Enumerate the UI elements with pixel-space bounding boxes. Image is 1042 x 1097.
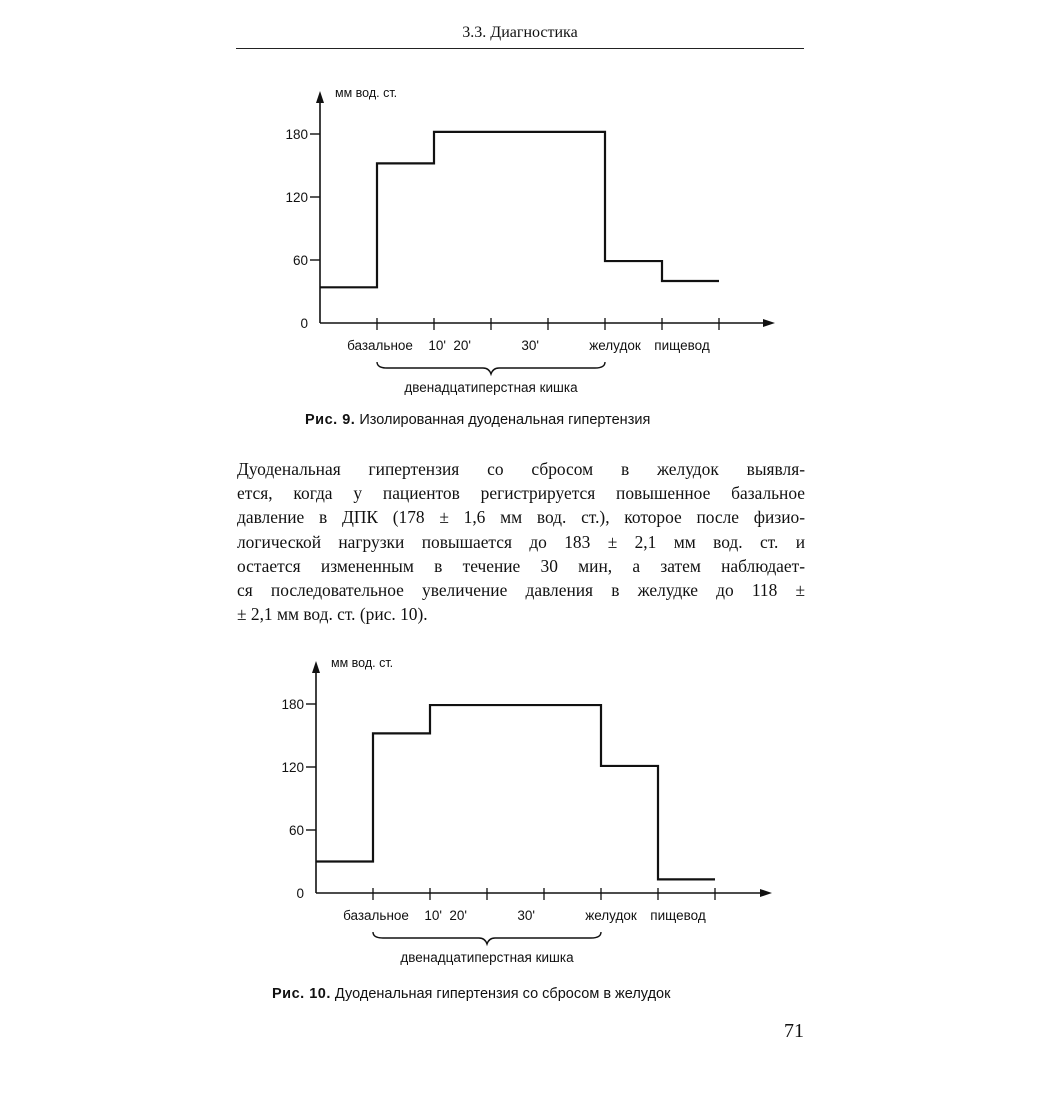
y-tick-label: 60: [288, 823, 304, 838]
y-axis-label: мм вод. ст.: [335, 86, 398, 100]
running-head: 3.3. Диагностика: [462, 24, 578, 41]
duodenum-brace: [373, 932, 601, 944]
paragraph-line: ± 2,1 мм вод. ст. (рис. 10).: [237, 604, 428, 625]
figure-9-caption-label: Рис. 9.: [305, 412, 356, 428]
x-tick-label: желудок: [585, 908, 637, 923]
y-tick-label: 60: [292, 253, 308, 268]
x-tick-label: 30': [517, 908, 535, 923]
y-axis-arrow: [312, 661, 320, 673]
x-tick-label: 20': [453, 338, 471, 353]
x-tick-label: 20': [449, 908, 467, 923]
brace-label: двенадцатиперстная кишка: [400, 950, 574, 965]
x-axis-arrow: [760, 889, 772, 897]
y-tick-label: 0: [296, 886, 304, 901]
paragraph-line: Дуоденальная гипертензия со сбросом в желудок выявля-: [237, 459, 805, 479]
figure-10-caption: [272, 986, 670, 1002]
pressure-step-line: [316, 705, 715, 879]
y-axis-label: мм вод. ст.: [331, 656, 394, 670]
paragraph-line: ся последовательное увеличение давления в желудке до 118 ±: [237, 580, 805, 601]
x-tick-label: 10': [428, 338, 446, 353]
paragraph-line: остается измененным в течение 30 мин, а затем наблюдает-: [237, 555, 805, 576]
x-tick-label: базальное: [347, 338, 413, 353]
figure-9-caption-text: Изолированная дуоденальная гипертензия: [359, 412, 651, 428]
x-tick-label: базальное: [343, 908, 409, 923]
y-tick-label: 120: [281, 760, 304, 775]
figure-10-caption-text: Дуоденальная гипертензия со сбросом в желудок: [334, 986, 671, 1002]
page-number: 71: [784, 1020, 804, 1042]
y-tick-label: 180: [281, 697, 304, 712]
x-tick-label: 30': [521, 338, 539, 353]
paragraph-line: ется, когда у пациентов регистрируется повышенное базальное: [237, 483, 805, 504]
y-tick-label: 180: [285, 127, 308, 142]
y-tick-label: 0: [300, 316, 308, 331]
paragraph-line: давление в ДПК (178 ± 1,6 мм вод. ст.), которое после физио-: [237, 507, 805, 528]
paragraph-line: логической нагрузки повышается до 183 ± 2,1 мм вод. ст. и: [237, 531, 805, 552]
x-tick-label: 10': [424, 908, 442, 923]
x-tick-label: желудок: [589, 338, 641, 353]
figure-10-caption-label: Рис. 10.: [272, 986, 331, 1002]
brace-label: двенадцатиперстная кишка: [404, 380, 578, 395]
x-tick-label: пищевод: [650, 908, 706, 923]
x-tick-label: пищевод: [654, 338, 710, 353]
y-tick-label: 120: [285, 190, 308, 205]
